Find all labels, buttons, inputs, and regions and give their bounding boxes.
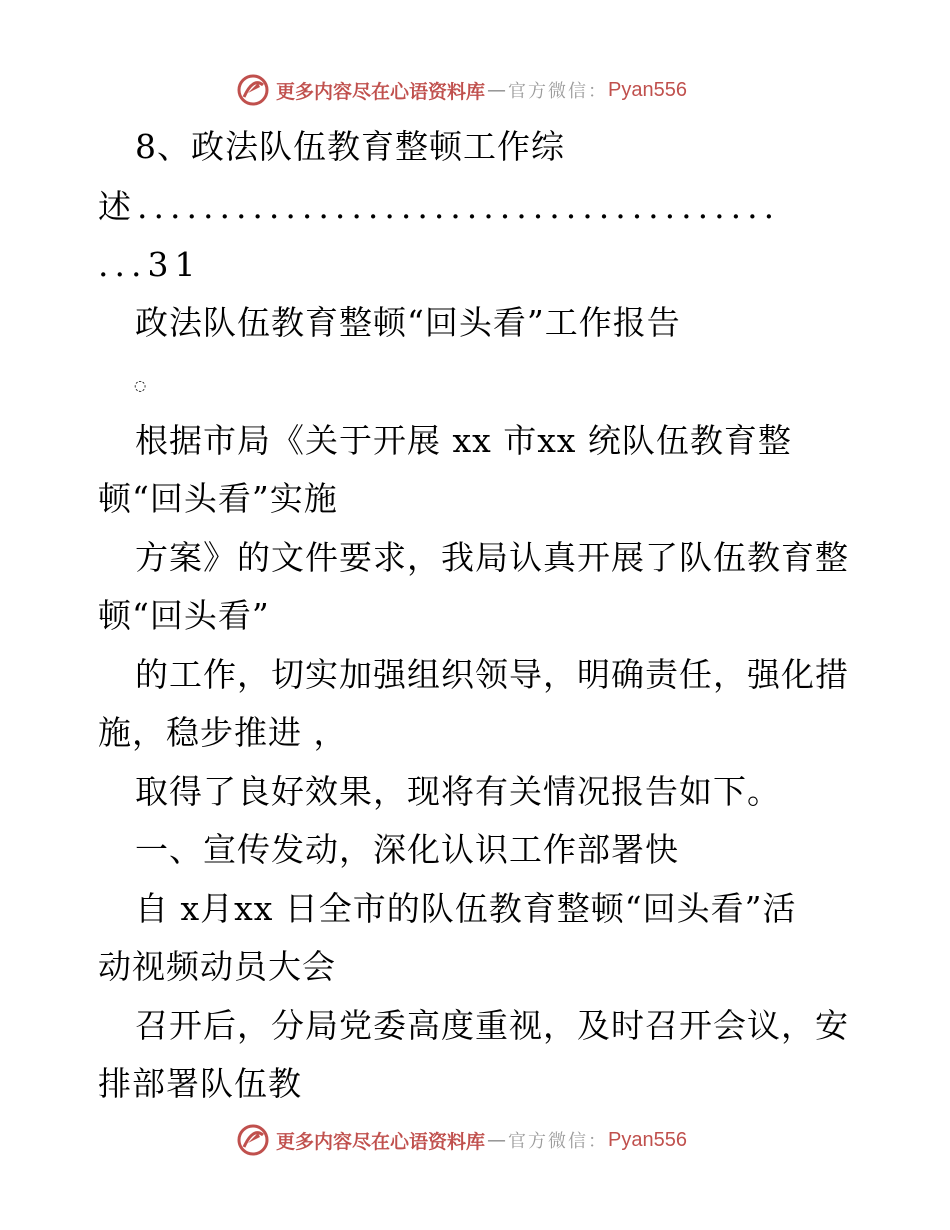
watermark-wechat-id: Pyan556 (608, 78, 687, 101)
watermark-dash: — (487, 1129, 507, 1151)
watermark-brand-text: 更多内容尽在心语资料库 (276, 80, 486, 103)
body-line: 施，稳步推进 ， (98, 713, 348, 752)
header-watermark (236, 72, 687, 108)
body-line: 根据市局《关于开展 xx 市xx 统队伍教育整 (135, 421, 792, 460)
body-line: 顿“回头看”实施 (98, 479, 338, 518)
watermark-wechat-label: 官方微信： (508, 81, 609, 102)
body-line: 排部署队伍教 (98, 1064, 302, 1103)
watermark-wechat-label: 官方微信： (508, 1131, 609, 1152)
toc-entry-leader (98, 187, 780, 227)
watermark-wechat-id: Pyan556 (608, 1128, 687, 1151)
body-line: 召开后，分局党委高度重视，及时召开会议，安 (135, 1006, 849, 1045)
watermark-dash: — (487, 79, 507, 101)
report-title: 政法队伍教育整顿“回头看”工作报告 (135, 303, 681, 342)
brand-logo-icon (236, 1123, 270, 1157)
body-line: 动视频动员大会 (98, 947, 336, 986)
body-line: 的工作，切实加强组织领导，明确责任，强化措 (135, 655, 849, 694)
footer-watermark (236, 1122, 687, 1158)
toc-page-number: ...31 (98, 245, 202, 284)
body-line: 顿“回头看” (98, 596, 270, 635)
section-heading: 一、宣传发动，深化认识工作部署快 (135, 830, 679, 869)
body-line: 取得了良好效果，现将有关情况报告如下。 (135, 772, 781, 811)
body-line: 自 x月xx 日全市的队伍教育整顿“回头看”活 (135, 889, 797, 928)
toc-entry-title: 8、政法队伍教育整顿工作综 (135, 127, 565, 166)
brand-logo-icon (236, 73, 270, 107)
watermark-brand-text: 更多内容尽在心语资料库 (276, 1130, 486, 1153)
body-line: 方案》的文件要求，我局认真开展了队伍教育整 (135, 538, 849, 577)
toc-entry-page (98, 245, 201, 285)
placeholder-mark: ◌ (134, 378, 147, 394)
toc-leader-dots: 述....................................... (98, 187, 781, 226)
